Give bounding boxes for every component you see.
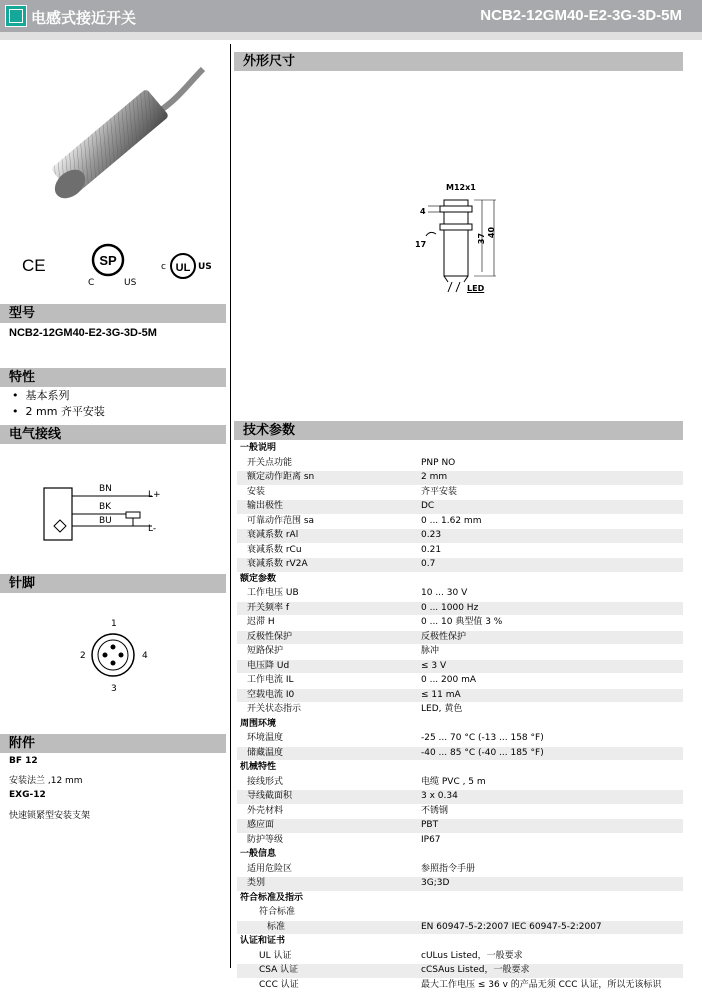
spec-category: 符合标准及指示 bbox=[237, 892, 683, 907]
spec-row bbox=[237, 660, 683, 675]
spec-value: cULus Listed，一般要求 bbox=[421, 950, 683, 964]
pin-label-2: 2 bbox=[80, 651, 86, 661]
dim-label-17: 17 bbox=[415, 240, 426, 249]
spec-value: 0.23 bbox=[421, 529, 683, 543]
spec-value: 参照指令手册 bbox=[421, 863, 683, 877]
spec-row bbox=[237, 790, 683, 805]
spec-row bbox=[237, 834, 683, 849]
spec-row bbox=[237, 500, 683, 515]
spec-label: 外壳材料 bbox=[237, 805, 421, 819]
spec-value: 3G;3D bbox=[421, 877, 683, 891]
spec-label: 导线截面积 bbox=[237, 790, 421, 804]
spec-category: 周围环境 bbox=[237, 718, 683, 733]
type-value: NCB2-12GM40-E2-3G-3D-5M bbox=[9, 327, 157, 339]
spec-value: 最大工作电压 ≤ 36 v 的产品无须 CCC 认证，所以无该标识 bbox=[421, 979, 683, 993]
spec-label: 适用危险区 bbox=[237, 863, 421, 877]
spec-label: 开关点功能 bbox=[237, 457, 421, 471]
csa-us-label: US bbox=[124, 278, 136, 288]
spec-label: 开关状态指示 bbox=[237, 703, 421, 717]
product-photo bbox=[28, 64, 208, 214]
spec-row bbox=[237, 544, 683, 559]
spec-label: 安装 bbox=[237, 486, 421, 500]
spec-row bbox=[237, 747, 683, 762]
svg-text:UL: UL bbox=[176, 262, 191, 274]
spec-row bbox=[237, 819, 683, 834]
spec-value: IP67 bbox=[421, 834, 683, 848]
spec-value: 0 ... 1.62 mm bbox=[421, 515, 683, 529]
dim-label-37: 37 bbox=[477, 233, 486, 244]
dim-label-40: 40 bbox=[487, 227, 496, 238]
spec-value: 0 ... 10 典型值 3 % bbox=[421, 616, 683, 630]
spec-label: 输出极性 bbox=[237, 500, 421, 514]
pin-label-1: 1 bbox=[111, 619, 117, 629]
spec-value: 反极性保护 bbox=[421, 631, 683, 645]
spec-label: 迟滞 H bbox=[237, 616, 421, 630]
type-section-header: 型号 bbox=[0, 304, 226, 323]
spec-label: UL 认证 bbox=[237, 950, 421, 964]
spec-value: ≤ 3 V bbox=[421, 660, 683, 674]
spec-value: EN 60947-5-2:2007 IEC 60947-5-2:2007 bbox=[421, 921, 683, 935]
spec-row bbox=[237, 529, 683, 544]
spec-value: 0 ... 1000 Hz bbox=[421, 602, 683, 616]
feature-item-2: • 2 mm 齐平安装 bbox=[12, 403, 105, 419]
spec-category: 认证和证书 bbox=[237, 935, 683, 950]
spec-value: 不锈钢 bbox=[421, 805, 683, 819]
spec-label: 类别 bbox=[237, 877, 421, 891]
wire-label-bk: BK bbox=[99, 502, 111, 512]
spec-label: 工作电流 IL bbox=[237, 674, 421, 688]
spec-row bbox=[237, 979, 683, 993]
spec-label: 衰减系数 rV2A bbox=[237, 558, 421, 572]
spec-row bbox=[237, 674, 683, 689]
svg-text:SP: SP bbox=[99, 253, 117, 268]
column-divider bbox=[230, 44, 231, 968]
pin-diagram bbox=[90, 632, 136, 678]
spec-value: 0 ... 200 mA bbox=[421, 674, 683, 688]
csa-logo-icon bbox=[90, 243, 130, 277]
spec-label: 接线形式 bbox=[237, 776, 421, 790]
spec-value: 0.7 bbox=[421, 558, 683, 572]
spec-row bbox=[237, 703, 683, 718]
feature-item-1: • 基本系列 bbox=[12, 387, 69, 403]
dim-label-4: 4 bbox=[420, 207, 426, 216]
specs-section-header: 技术参数 bbox=[234, 421, 683, 440]
csa-c-label: C bbox=[88, 278, 94, 288]
spec-value: -40 ... 85 °C (-40 ... 185 °F) bbox=[421, 747, 683, 761]
ul-us-label: US bbox=[198, 262, 212, 272]
accessory-desc-2: 快速锁紧型安装支架 bbox=[9, 808, 90, 821]
pins-section-header: 针脚 bbox=[0, 574, 226, 593]
dimensions-section-header: 外形尺寸 bbox=[234, 52, 683, 71]
spec-label: 衰减系数 rAl bbox=[237, 529, 421, 543]
ul-c-label: c bbox=[161, 262, 166, 272]
spec-value: PBT bbox=[421, 819, 683, 833]
spec-value: 电缆 PVC , 5 m bbox=[421, 776, 683, 790]
spec-category: 额定参数 bbox=[237, 573, 683, 588]
spec-row bbox=[237, 515, 683, 530]
spec-row bbox=[237, 805, 683, 820]
spec-value: 10 ... 30 V bbox=[421, 587, 683, 601]
spec-label: 短路保护 bbox=[237, 645, 421, 659]
specs-table bbox=[237, 442, 683, 993]
spec-label: 开关频率 f bbox=[237, 602, 421, 616]
spec-value: -25 ... 70 °C (-13 ... 158 °F) bbox=[421, 732, 683, 746]
spec-category: 一般说明 bbox=[237, 442, 683, 457]
spec-label: CCC 认证 bbox=[237, 979, 421, 993]
spec-label: 符合标准 bbox=[237, 906, 421, 920]
spec-label: 标准 bbox=[237, 921, 421, 935]
spec-value: 脉冲 bbox=[421, 645, 683, 659]
spec-label: 可靠动作范围 sa bbox=[237, 515, 421, 529]
features-section-header: 特性 bbox=[0, 368, 226, 387]
spec-label: 电压降 Ud bbox=[237, 660, 421, 674]
spec-label: 空载电流 I0 bbox=[237, 689, 421, 703]
header-bar bbox=[0, 0, 702, 32]
spec-label: 反极性保护 bbox=[237, 631, 421, 645]
spec-row bbox=[237, 602, 683, 617]
dim-label-led: LED bbox=[467, 284, 484, 293]
spec-row bbox=[237, 631, 683, 646]
page-title: 电感式接近开关 bbox=[31, 7, 136, 28]
accessory-name-1: BF 12 bbox=[9, 756, 38, 766]
spec-label: 衰减系数 rCu bbox=[237, 544, 421, 558]
brand-logo-icon bbox=[5, 5, 27, 27]
spec-row bbox=[237, 950, 683, 965]
spec-row bbox=[237, 689, 683, 704]
spec-value: ≤ 11 mA bbox=[421, 689, 683, 703]
model-number: NCB2-12GM40-E2-3G-3D-5M bbox=[480, 7, 682, 24]
spec-value: 齐平安装 bbox=[421, 486, 683, 500]
accessories-section-header: 附件 bbox=[0, 734, 226, 753]
spec-row bbox=[237, 645, 683, 660]
header-strip bbox=[0, 32, 702, 40]
dim-label-thread: M12x1 bbox=[446, 183, 476, 192]
spec-label: 工作电压 UB bbox=[237, 587, 421, 601]
spec-value: 2 mm bbox=[421, 471, 683, 485]
spec-row bbox=[237, 776, 683, 791]
spec-value: DC bbox=[421, 500, 683, 514]
spec-row bbox=[237, 964, 683, 979]
spec-value: 3 x 0.34 bbox=[421, 790, 683, 804]
spec-label: 感应面 bbox=[237, 819, 421, 833]
accessory-desc-1: 安装法兰 ,12 mm bbox=[9, 773, 83, 786]
spec-row bbox=[237, 732, 683, 747]
spec-label: 储藏温度 bbox=[237, 747, 421, 761]
spec-row bbox=[237, 921, 683, 936]
spec-row bbox=[237, 558, 683, 573]
spec-label: 额定动作距离 sn bbox=[237, 471, 421, 485]
spec-row bbox=[237, 457, 683, 472]
spec-row bbox=[237, 863, 683, 878]
wire-label-bn: BN bbox=[99, 484, 112, 494]
spec-label: CSA 认证 bbox=[237, 964, 421, 978]
spec-row bbox=[237, 587, 683, 602]
pin-label-4: 4 bbox=[142, 651, 148, 661]
ce-mark-icon: CE bbox=[22, 256, 46, 276]
wire-label-minus: L- bbox=[148, 524, 156, 534]
spec-row bbox=[237, 906, 683, 921]
ul-logo-icon bbox=[168, 252, 198, 280]
spec-label: 环境温度 bbox=[237, 732, 421, 746]
spec-row bbox=[237, 486, 683, 501]
wiring-section-header: 电气接线 bbox=[0, 425, 226, 444]
spec-row bbox=[237, 616, 683, 631]
spec-category: 一般信息 bbox=[237, 848, 683, 863]
spec-row bbox=[237, 471, 683, 486]
spec-value: 0.21 bbox=[421, 544, 683, 558]
pin-label-3: 3 bbox=[111, 684, 117, 694]
spec-value: LED, 黄色 bbox=[421, 703, 683, 717]
spec-row bbox=[237, 877, 683, 892]
spec-value bbox=[421, 906, 683, 920]
spec-category: 机械特性 bbox=[237, 761, 683, 776]
accessory-name-2: EXG-12 bbox=[9, 790, 46, 800]
wire-label-bu: BU bbox=[99, 516, 112, 526]
spec-value: cCSAus Listed，一般要求 bbox=[421, 964, 683, 978]
spec-value: PNP NO bbox=[421, 457, 683, 471]
spec-label: 防护等级 bbox=[237, 834, 421, 848]
wire-label-plus: L+ bbox=[148, 490, 161, 500]
